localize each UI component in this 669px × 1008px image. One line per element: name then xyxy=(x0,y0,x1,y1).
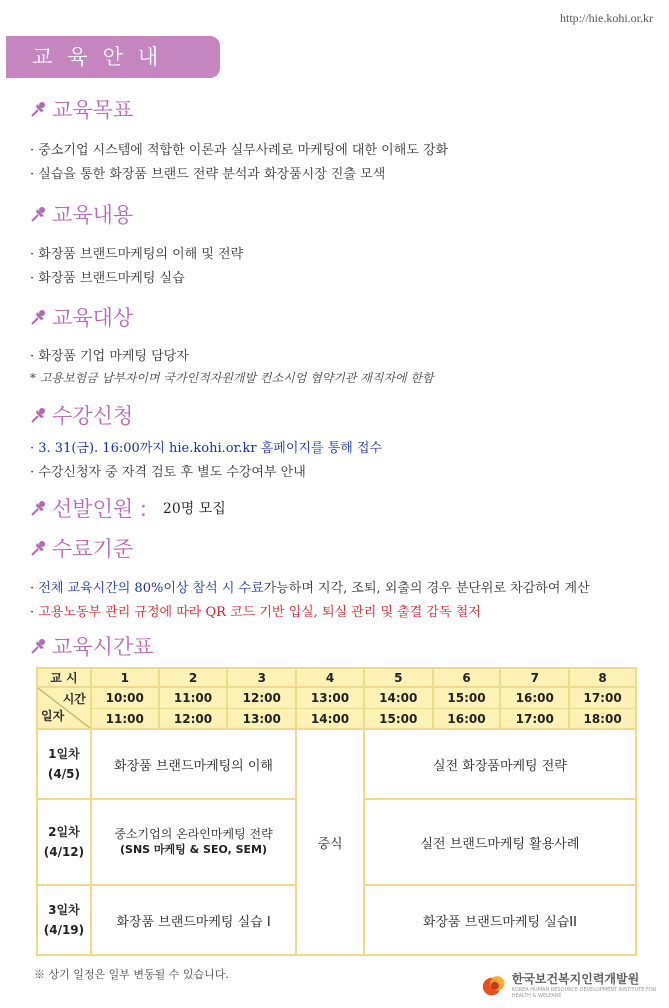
afternoon-session: 실전 브랜드마케팅 활용사례 xyxy=(364,799,636,885)
afternoon-session: 실전 화장품마케팅 전략 xyxy=(364,729,636,799)
time-end: 14:00 xyxy=(297,708,363,726)
time-start: 13:00 xyxy=(310,690,350,705)
page-title-banner: 교육안내 xyxy=(6,36,220,78)
period-number: 7 xyxy=(500,668,569,687)
goal-item: · 중소기업 시스템에 적합한 이론과 실무사례로 마케팅에 대한 이해도 강화 xyxy=(30,143,449,158)
morning-session: 화장품 브랜드마케팅의 이해 xyxy=(91,729,296,799)
time-slot xyxy=(227,687,296,729)
criteria-warning: 고용노동부 관리 규정에 따라 QR 코드 기반 입실, 퇴실 관리 및 출결 감독 철저 xyxy=(38,605,481,620)
corner-date-label: 일자 xyxy=(41,709,65,723)
apply-deadline: · 3. 31(금). 16:00까지 hie.kohi.or.kr 홈페이지를 통해 접수 xyxy=(30,441,382,456)
pushpin-icon xyxy=(30,100,48,118)
period-number: 2 xyxy=(159,668,228,687)
time-start: 12:00 xyxy=(242,690,281,705)
pushpin-icon xyxy=(30,539,48,557)
time-slot xyxy=(91,687,159,729)
period-number: 4 xyxy=(296,668,364,687)
time-slot xyxy=(500,687,569,729)
logo-name: 한국보건복지인력개발원 xyxy=(511,972,640,986)
section-criteria-title xyxy=(30,533,133,563)
schedule-footnote: ※ 상기 일정은 일부 변동될 수 있습니다. xyxy=(34,968,229,981)
day-date: (4/19) xyxy=(43,923,85,937)
day-label xyxy=(37,729,91,799)
criteria-rest: 가능하며 지각, 조퇴, 외출의 경우 분단위로 차감하여 계산 xyxy=(263,581,590,596)
apply-item: · 수강신청자 중 자격 검토 후 별도 수강여부 안내 xyxy=(30,465,306,480)
target-item: · 화장품 기업 마케팅 담당자 xyxy=(30,349,189,364)
day-date: (4/5) xyxy=(47,767,80,781)
section-selection-title xyxy=(30,493,226,523)
period-number: 6 xyxy=(433,668,501,687)
time-slot xyxy=(159,687,228,729)
day-label xyxy=(37,885,91,955)
afternoon-session: 화장품 브랜드마케팅 실습II xyxy=(364,885,636,955)
time-slot xyxy=(296,687,364,729)
time-row xyxy=(37,687,636,729)
content-item: · 화장품 브랜드마케팅 실습 xyxy=(30,271,185,286)
section-target-label: 교육대상 xyxy=(52,306,134,330)
time-start: 10:00 xyxy=(105,690,144,705)
day-label xyxy=(37,799,91,885)
lunch-break: 중식 xyxy=(296,729,364,955)
time-slot xyxy=(364,687,433,729)
timetable xyxy=(36,667,637,956)
time-slot xyxy=(433,687,501,729)
time-start: 17:00 xyxy=(583,690,622,705)
target-note: * 고용보험금 납부자이며 국가인적자원개발 컨소시엄 협약기관 재직자에 한함 xyxy=(30,371,434,385)
section-content-label: 교육내용 xyxy=(52,203,134,227)
section-target-title xyxy=(30,302,133,332)
morning-session xyxy=(91,799,296,885)
period-number: 5 xyxy=(364,668,433,687)
day-number: 2일차 xyxy=(48,825,80,839)
pushpin-icon xyxy=(30,637,48,655)
pushpin-icon xyxy=(30,308,48,326)
content-item: · 화장품 브랜드마케팅의 이해 및 전략 xyxy=(30,247,244,262)
section-timetable-label: 교육시간표 xyxy=(52,635,154,659)
time-end: 13:00 xyxy=(228,708,295,726)
section-goal-title xyxy=(30,94,133,124)
section-timetable-title xyxy=(30,631,153,661)
time-end: 15:00 xyxy=(365,708,432,726)
time-start: 15:00 xyxy=(447,690,486,705)
day-row xyxy=(37,729,636,799)
time-end: 16:00 xyxy=(434,708,500,726)
source-url: http://hie.kohi.or.kr xyxy=(560,11,653,25)
time-start: 14:00 xyxy=(379,690,418,705)
day-number: 1일차 xyxy=(48,747,80,761)
criteria-highlight: 전체 교육시간의 80%이상 참석 시 수료 xyxy=(38,581,264,596)
time-end: 11:00 xyxy=(92,708,158,726)
section-goal-label: 교육목표 xyxy=(52,98,134,122)
period-number: 8 xyxy=(569,668,636,687)
time-end: 17:00 xyxy=(501,708,568,726)
logo-subtitle: KOREA HUMAN RESOURCE DEVELOPMENT INSTITUTE FOR HEALTH & WELFARE xyxy=(511,987,657,999)
criteria-bullet: · xyxy=(30,581,39,596)
pushpin-icon xyxy=(30,205,48,223)
section-apply-title xyxy=(30,400,133,430)
section-criteria-label: 수료기준 xyxy=(52,537,134,561)
period-number: 3 xyxy=(227,668,296,687)
period-number: 1 xyxy=(91,668,159,687)
criteria-item xyxy=(30,601,481,620)
section-selection-label: 선발인원 : xyxy=(52,497,147,521)
time-end: 18:00 xyxy=(570,708,635,726)
pushpin-icon xyxy=(30,406,48,424)
time-date-corner xyxy=(37,687,91,729)
criteria-bullet: · xyxy=(30,605,39,620)
pushpin-icon xyxy=(30,499,48,517)
time-start: 16:00 xyxy=(515,690,554,705)
morning-session: 화장품 브랜드마케팅 실습 I xyxy=(91,885,296,955)
period-header: 교 시 xyxy=(37,668,91,687)
selection-value: 20명 모집 xyxy=(162,501,226,517)
period-row xyxy=(37,668,636,687)
time-slot xyxy=(569,687,636,729)
org-logo xyxy=(482,970,669,999)
section-content-title xyxy=(30,199,133,229)
logo-mark-icon xyxy=(482,971,508,999)
corner-time-label: 시간 xyxy=(62,692,86,706)
day-number: 3일차 xyxy=(48,903,80,917)
goal-item: · 실습을 통한 화장품 브랜드 전략 분석과 화장품시장 진출 모색 xyxy=(30,167,386,182)
criteria-item xyxy=(30,577,590,596)
session-title: 중소기업의 온라인마케팅 전략 xyxy=(114,827,273,841)
section-apply-label: 수강신청 xyxy=(52,404,134,428)
time-start: 11:00 xyxy=(173,690,213,705)
day-date: (4/12) xyxy=(43,845,85,859)
time-end: 12:00 xyxy=(160,708,227,726)
session-subtitle: (SNS 마케팅 & SEO, SEM) xyxy=(120,843,268,856)
